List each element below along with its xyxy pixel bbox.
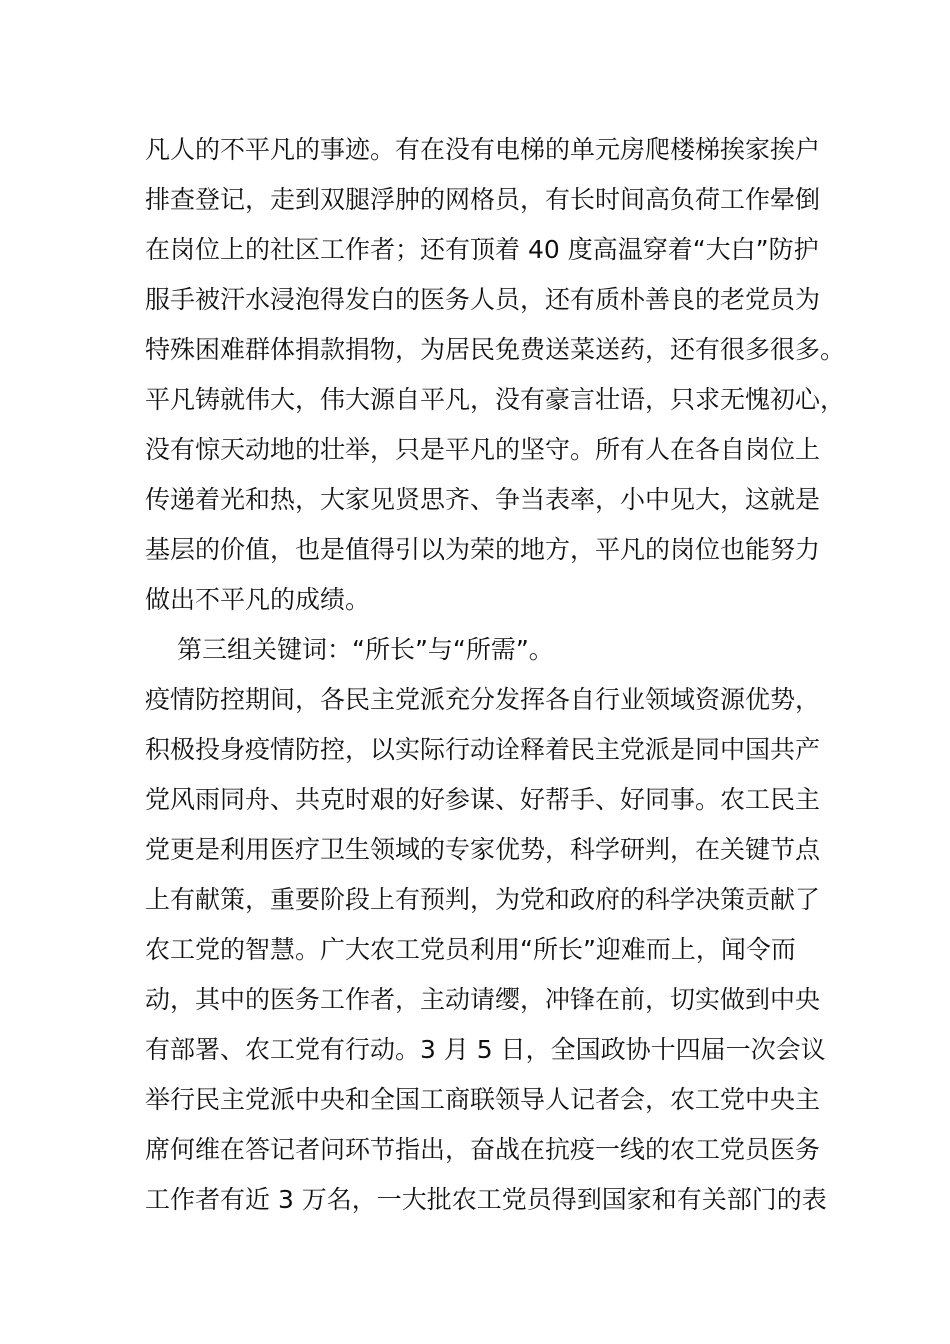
text-line: 党更是利用医疗卫生领域的专家优势，科学研判，在关键节点 <box>145 835 821 864</box>
text-line: 在岗位上的社区工作者；还有顶着 40 度高温穿着“大白”防护 <box>145 235 819 264</box>
text-line: 工作者有近 3 万名，一大批农工党员得到国家和有关部门的表 <box>145 1185 827 1214</box>
text-line: 上有献策，重要阶段上有预判，为党和政府的科学决策贡献了 <box>145 885 821 914</box>
text-line: 农工党的智慧。广大农工党员利用“所长”迎难而上，闻令而 <box>145 935 796 964</box>
text-line: 疫情防控期间，各民主党派充分发挥各自行业领域资源优势， <box>145 685 821 714</box>
text-line: 排查登记，走到双腿浮肿的网格员，有长时间高负荷工作晕倒 <box>145 185 821 214</box>
text-line: 平凡铸就伟大，伟大源自平凡，没有豪言壮语，只求无愧初心， <box>145 385 846 414</box>
text-line: 传递着光和热，大家见贤思齐、争当表率，小中见大，这就是 <box>145 485 821 514</box>
text-line: 席何维在答记者问环节指出，奋战在抗疫一线的农工党员医务 <box>145 1135 821 1164</box>
text-line: 服手被汗水浸泡得发白的医务人员，还有质朴善良的老党员为 <box>145 285 821 314</box>
text-line: 基层的价值，也是值得引以为荣的地方，平凡的岗位也能努力 <box>145 535 821 564</box>
text-line: 动，其中的医务工作者，主动请缨，冲锋在前，切实做到中央 <box>145 985 821 1014</box>
text-line: 特殊困难群体捐款捐物，为居民免费送菜送药，还有很多很多。 <box>145 335 846 364</box>
text-line: 凡人的不平凡的事迹。有在没有电梯的单元房爬楼梯挨家挨户 <box>145 135 821 164</box>
text-line: 举行民主党派中央和全国工商联领导人记者会，农工党中央主 <box>145 1085 821 1114</box>
text-line: 有部署、农工党有行动。3 月 5 日，全国政协十四届一次会议 <box>145 1035 826 1064</box>
text-line: 做出不平凡的成绩。 <box>145 585 371 614</box>
text-line: 没有惊天动地的壮举，只是平凡的坚守。所有人在各自岗位上 <box>145 435 821 464</box>
text-line: 党风雨同舟、共克时艰的好参谋、好帮手、好同事。农工民主 <box>145 785 821 814</box>
text-line: 积极投身疫情防控，以实际行动诠释着民主党派是同中国共产 <box>145 735 821 764</box>
section-heading: 第三组关键词：“所长”与“所需”。 <box>177 635 554 664</box>
